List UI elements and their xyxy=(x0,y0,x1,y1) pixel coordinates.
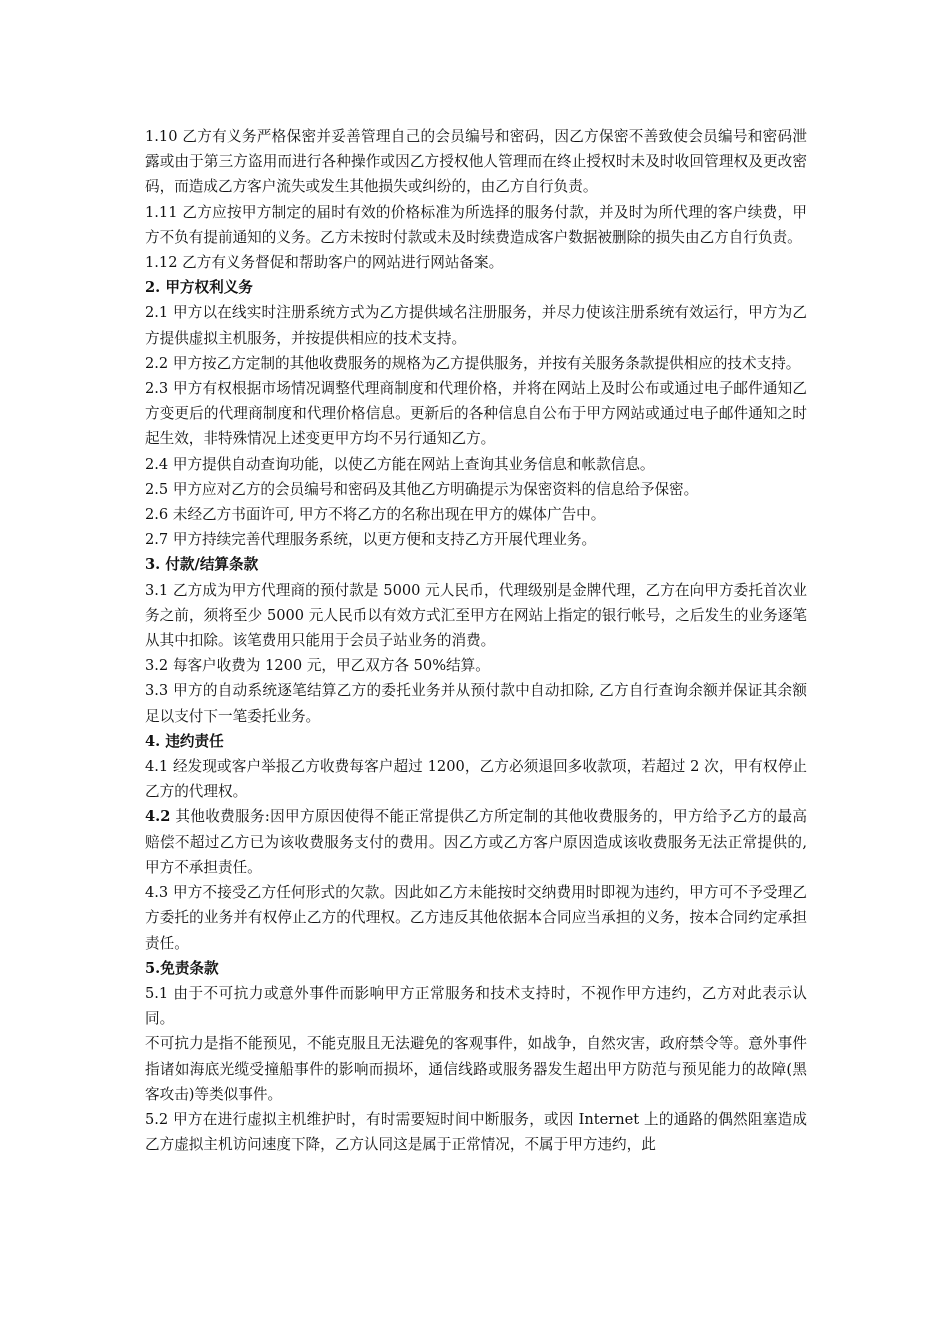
clause-4-2 xyxy=(145,804,807,880)
force-majeure-definition: 不可抗力是指不能预见，不能克服且无法避免的客观事件，如战争，自然灾害，政府禁令等。意外事件指诸如海底光缆受撞船事件的影响而损坏，通信线路或服务器发生超出甲方防范与预见能力的故障(黑客攻击)等类似事件。 xyxy=(145,1035,807,1103)
clause-1-11: 1.11 乙方应按甲方制定的届时有效的价格标准为所选择的服务付款，并及时为所代理的客户续费，甲方不负有提前通知的义务。乙方未按时付款或未及时续费造成客户数据被删除的损失由乙方自行负责。 xyxy=(145,203,807,246)
section-heading-4: 4. 违约责任 xyxy=(145,732,224,750)
clause-5-1: 5.1 由于不可抗力或意外事件而影响甲方正常服务和技术支持时，不视作甲方违约，乙方对此表示认同。 xyxy=(145,984,807,1028)
clause-2-3: 2.3 甲方有权根据市场情况调整代理商制度和代理价格，并将在网站上及时公布或通过电子邮件通知乙方变更后的代理商制度和代理价格信息。更新后的各种信息自公布于甲方网站或通过电子邮件通知之时起生效，非特殊情况上述变更甲方均不另行通知乙方。 xyxy=(145,380,807,448)
clause-2-5: 2.5 甲方应对乙方的会员编号和密码及其他乙方明确提示为保密资料的信息给予保密。 xyxy=(145,480,699,498)
clause-1-10: 1.10 乙方有义务严格保密并妥善管理自己的会员编号和密码，因乙方保密不善致使会员编号和密码泄露或由于第三方盗用而进行各种操作或因乙方授权他人管理而在终止授权时未及时收回管理权及更改密码，而造成乙方客户流失或发生其他损失或纠纷的，由乙方自行负责。 xyxy=(145,128,807,196)
clause-2-7: 2.7 甲方持续完善代理服务系统，以更方便和支持乙方开展代理业务。 xyxy=(145,531,597,549)
clause-2-2: 2.2 甲方按乙方定制的其他收费服务的规格为乙方提供服务，并按有关服务条款提供相应的技术支持。 xyxy=(145,354,801,372)
clause-5-2: 5.2 甲方在进行虚拟主机维护时，有时需要短时间中断服务，或因 Internet 上的通路的偶然阻塞造成乙方虚拟主机访问速度下降，乙方认同这是属于正常情况，不属于甲方违约，此 xyxy=(145,1110,807,1154)
clause-3-2: 3.2 每客户收费为 1200 元，甲乙双方各 50%结算。 xyxy=(145,657,490,675)
clause-3-1: 3.1 乙方成为甲方代理商的预付款是 5000 元人民币，代理级别是金牌代理，乙方在向甲方委托首次业务之前，须将至少 5000 元人民币以有效方式汇至甲方在网站上指定的银行帐号，之后发生的业务逐笔从其中扣除。该笔费用只能用于会员子站业务的消费。 xyxy=(145,581,807,650)
section-heading-2: 2. 甲方权利义务 xyxy=(145,279,253,297)
clause-2-6: 2.6 未经乙方书面许可, 甲方不将乙方的名称出现在甲方的媒体广告中。 xyxy=(145,506,606,524)
section-heading-5: 5.免责条款 xyxy=(145,959,219,977)
clause-3-3: 3.3 甲方的自动系统逐笔结算乙方的委托业务并从预付款中自动扣除, 乙方自行查询余额并保证其余额足以支付下一笔委托业务。 xyxy=(145,682,807,725)
clause-4-2-number: 4.2 xyxy=(145,808,171,826)
clause-2-4: 2.4 甲方提供自动查询功能，以使乙方能在网站上查询其业务信息和帐款信息。 xyxy=(145,455,655,473)
section-heading-3: 3. 付款/结算条款 xyxy=(145,556,259,574)
clause-4-1: 4.1 经发现或客户举报乙方收费每客户超过 1200，乙方必须退回多收款项，若超过 2 次，甲有权停止乙方的代理权。 xyxy=(145,758,807,801)
clause-4-2-text: 其他收费服务:因甲方原因使得不能正常提供乙方所定制的其他收费服务的，甲方给予乙方的最高赔偿不超过乙方已为该收费服务支付的费用。因乙方或乙方客户原因造成该收费服务无法正常提供的, 甲方不承担责任。 xyxy=(145,808,807,876)
document-page xyxy=(145,124,807,1157)
clause-2-1: 2.1 甲方以在线实时注册系统方式为乙方提供域名注册服务，并尽力使该注册系统有效运行，甲方为乙方提供虚拟主机服务，并按提供相应的技术支持。 xyxy=(145,304,807,347)
clause-1-12: 1.12 乙方有义务督促和帮助客户的网站进行网站备案。 xyxy=(145,254,504,272)
clause-4-3: 4.3 甲方不接受乙方任何形式的欠款。因此如乙方未能按时交纳费用时即视为违约，甲方可不予受理乙方委托的业务并有权停止乙方的代理权。乙方违反其他依据本合同应当承担的义务，按本合同约定承担责任。 xyxy=(145,884,807,952)
